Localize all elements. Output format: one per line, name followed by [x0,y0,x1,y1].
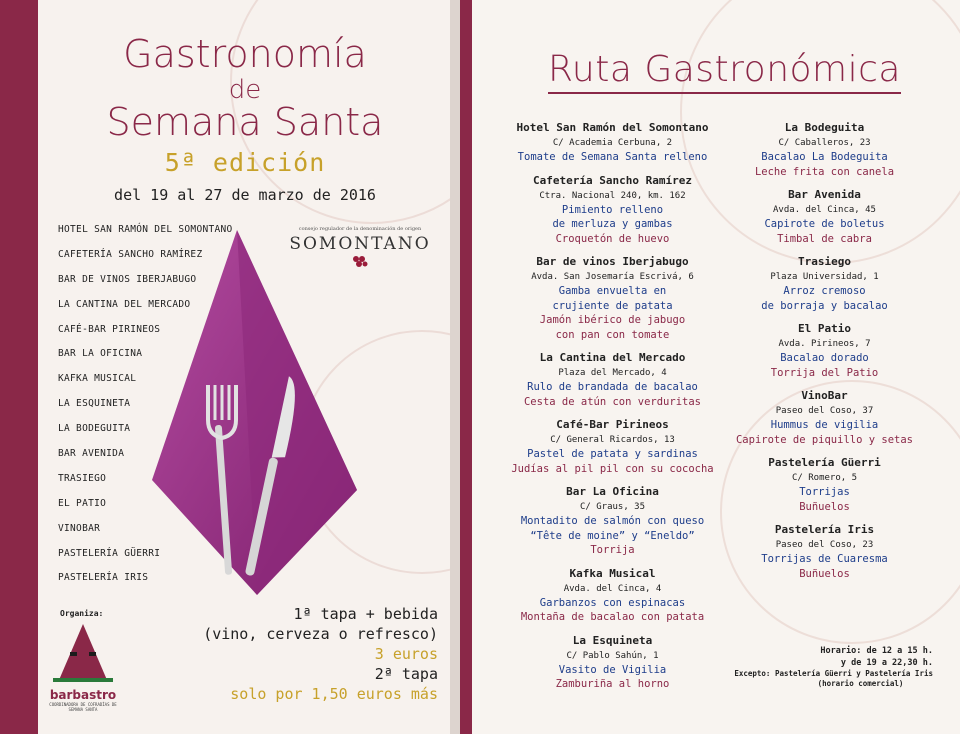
dish-line: Pastel de patata y sardinas [527,448,698,460]
venue-name: Bar de vinos Iberjabugo [536,255,689,268]
establishment-item: KAFKA MUSICAL [58,373,137,385]
venue-column-1 [500,120,725,700]
venue-address: Avda. San Josemaría Escrivá, 6 [531,272,694,282]
venue-address: Plaza Universidad, 1 [770,272,879,282]
venue-entry [500,484,725,558]
venue-entry [712,187,937,246]
venue-address: C/ Graus, 35 [579,502,646,512]
poster-title-line3: Semana Santa [106,100,384,144]
venue-entry [500,417,725,476]
hours-note: (horario comercial) [817,679,904,688]
offer-line1: 1ª tapa + bebida [293,605,438,623]
venue-address: Avda. del Cinca, 4 [563,583,662,594]
napkin-icon [142,220,367,600]
dish-line: Capirote de boletus [764,218,885,230]
dish-line: crujiente de patata [552,299,673,312]
venue-name: Bar La Oficina [566,485,659,498]
venue-address: Avda. Pirineos, 7 [778,339,871,349]
dish-line: Hummus de vigilia [770,419,879,431]
venue-name: La Esquineta [572,633,653,647]
dish-line: “Tête de moine” y “Eneldo” [530,529,695,542]
dish-line: Montadito de salmón con queso [520,515,705,527]
sponsor-brand: SOMONTANO [289,234,431,254]
dish-line: Croquetón de huevo [555,232,670,245]
venue-column-2 [712,120,937,589]
dish-line: Capirote de piquillo y setas [735,433,913,446]
offer-line5: solo por 1,50 euros más [230,685,438,703]
establishment-item: EL PATIO [58,497,107,509]
dish-line: Vasito de Vigilia [558,663,667,676]
dish-line: de borraja y bacalao [761,299,888,312]
panel-gap [450,0,460,734]
dish-line: Garbanzos con espinacas [539,596,686,609]
establishment-item: BAR DE VINOS IBERJABUGO [58,273,197,285]
dish-line: Torrijas de Cuaresma [761,553,888,565]
venue-name: Trasiego [798,255,851,268]
organizer-sub: COORDINADORA DE COFRADÍAS DE SEMANA SANTA [49,702,117,712]
venue-address: Paseo del Coso, 23 [775,540,874,550]
dish-line: Torrijas [799,486,850,498]
venue-entry [500,173,725,247]
venue-address: Paseo del Coso, 37 [775,406,874,416]
establishment-item: CAFETERÍA SANCHO RAMÍREZ [58,248,203,260]
venue-address: Plaza del Mercado, 4 [558,368,667,378]
venue-address: C/ Academia Cerbuna, 2 [552,138,673,148]
dish-line: Torrija del Patio [770,366,879,379]
venue-name: La Cantina del Mercado [539,351,686,364]
dish-line: Pimiento relleno [561,203,664,216]
barbastro-logo [48,622,118,732]
establishment-item: BAR LA OFICINA [58,348,143,360]
left-edge-stripe [0,0,38,734]
opening-hours [718,645,933,689]
venue-entry [500,633,725,692]
dish-line: de merluza y gambas [552,218,673,230]
dish-line: Leche frita con canela [754,165,895,178]
establishment-item: TRASIEGO [58,472,107,484]
venue-entry [712,522,937,581]
establishment-item: HOTEL SAN RAMÓN DEL SOMONTANO [58,224,233,235]
dish-line: Arroz cremoso [783,285,866,297]
venue-entry [712,254,937,313]
offer-line4: 2ª tapa [374,665,438,683]
venue-name: Hotel San Ramón del Somontano [516,121,709,134]
sponsor-small-text: consejo regulador de la denominación de origen [298,226,422,232]
establishment-item: PASTELERÍA GÜERRI [58,547,161,559]
establishment-item: CAFÉ-BAR PIRINEOS [58,323,161,335]
venue-entry [500,254,725,342]
dish-line: Bacalao dorado [780,352,869,364]
venue-entry [712,120,937,179]
establishment-item: BAR AVENIDA [58,448,125,460]
dish-line: Zamburiña al horno [555,678,670,690]
establishment-item: LA CANTINA DEL MERCADO [58,298,191,310]
venue-name: Bar Avenida [788,188,861,201]
venue-name: Kafka Musical [569,566,656,580]
hours-line2: y de 19 a 22,30 h. [840,658,933,668]
left-poster-panel [0,0,460,734]
venue-address: C/ General Ricardos, 13 [550,435,675,445]
establishment-item: LA ESQUINETA [58,398,131,410]
establishment-item: PASTELERÍA IRIS [58,572,149,584]
venue-entry [712,321,937,380]
venue-entry [712,388,937,447]
venue-entry [500,566,725,625]
dish-line: Bacalao La Bodeguita [761,151,888,163]
venue-entry [712,455,937,514]
dish-line: Tomate de Semana Santa relleno [517,151,708,163]
venue-address: C/ Caballeros, 23 [778,138,871,148]
venue-name: La Bodeguita [784,121,865,134]
venue-address: Ctra. Nacional 240, km. 162 [539,190,686,201]
venue-address: C/ Pablo Sahún, 1 [566,650,659,661]
edition-label: 5ª edición [164,148,326,177]
organizer-name: barbastro [49,688,117,702]
dish-line: Judías al pil pil con su cococha [511,462,714,475]
poster-title-line1: Gastronomía [123,32,367,76]
establishment-item: LA BODEGUITA [58,423,131,435]
dish-line: con pan con tomate [555,328,670,341]
dish-line: Gamba envuelta en [558,285,667,297]
grape-icon [340,254,380,270]
offer-line2: (vino, cerveza o refresco) [203,625,438,643]
poster-title-line2: de [228,75,262,105]
venue-address: Avda. del Cinca, 45 [773,205,876,215]
establishment-item: VINOBAR [58,522,101,534]
route-title: Ruta Gastronómica [548,48,901,94]
dish-line: Buñuelos [799,500,850,513]
venue-name: Café-Bar Pirineos [556,418,669,431]
venue-name: El Patio [798,322,851,335]
event-dates: del 19 al 27 de marzo de 2016 [114,186,376,204]
offer-line3: 3 euros [374,645,438,663]
price-offer [203,604,438,704]
somontano-sponsor-logo [280,226,440,274]
venue-name: VinoBar [801,389,848,402]
dish-line: Montaña de bacalao con patata [520,611,705,623]
napkin-cutlery-illustration [142,220,367,600]
dish-line: Jamón ibérico de jabugo [539,314,686,326]
organiza-label: Organiza: [60,609,104,618]
dish-line: Torrija [590,544,635,556]
venue-name: Pastelería Güerri [768,456,881,469]
venue-name: Pastelería Iris [774,523,875,536]
venue-entry [500,120,725,165]
nazareno-hood-icon [53,622,113,684]
dish-line: Timbal de cabra [777,232,872,245]
venue-entry [500,350,725,409]
dish-line: Buñuelos [799,567,850,580]
venue-name: Cafetería Sancho Ramírez [533,173,692,187]
venue-address: C/ Romero, 5 [791,473,858,483]
dish-line: Cesta de atún con verduritas [523,395,701,408]
hours-line1: Horario: de 12 a 15 h. [820,646,933,656]
right-edge-stripe [460,0,472,734]
hours-exception: Excepto: Pastelería Güerri y Pastelería Iris [734,669,933,678]
dish-line: Rulo de brandada de bacalao [527,381,698,393]
